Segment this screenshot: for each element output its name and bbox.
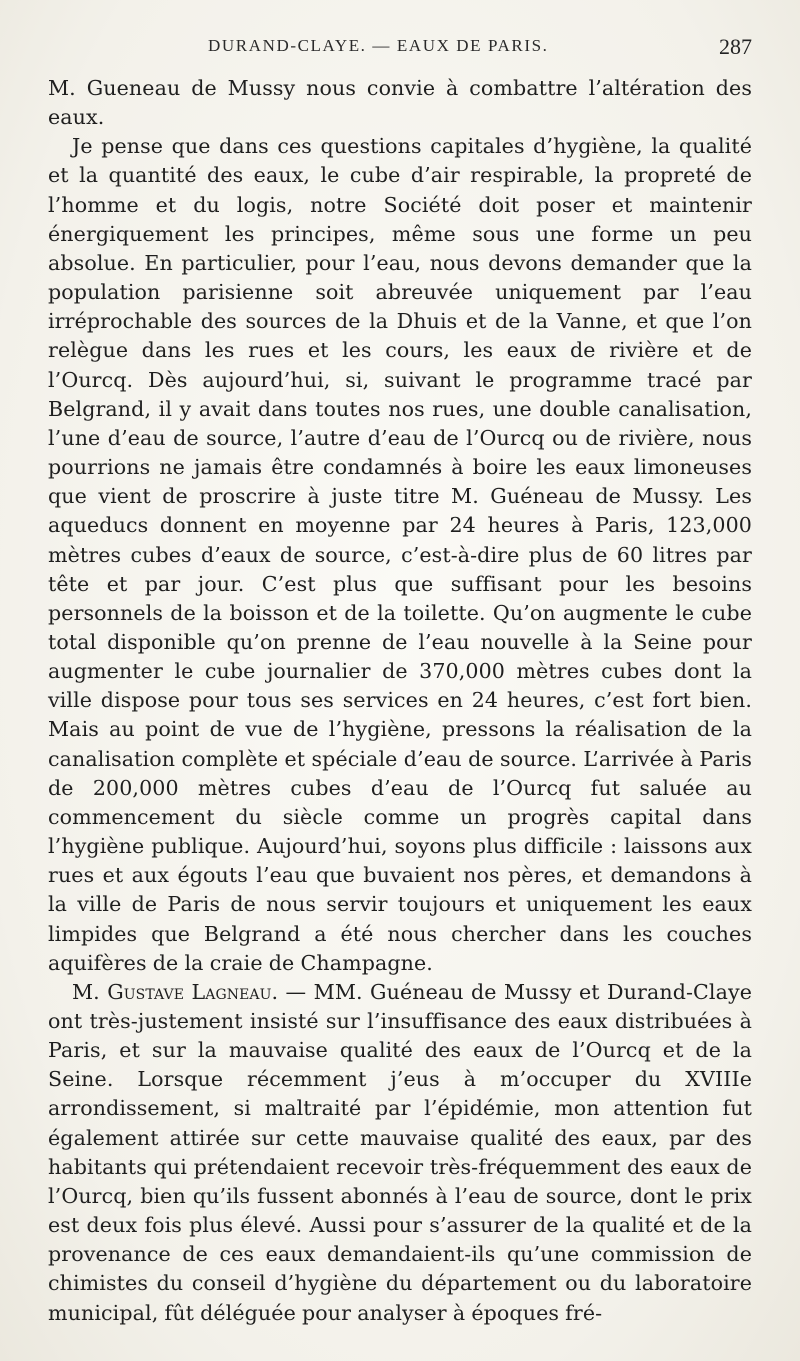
page-header (48, 34, 752, 64)
paragraph-text: — MM. Guéneau de Mussy et Durand-Claye ont très-justement insisté sur l’insuffisance des eaux distribuées à Paris, et sur la mauvaise qualité des eaux de l’Ourcq et de la Seine. Lorsque récemment j’eus à m’occuper du XVIIIe arrondissement, si maltraité par l’épidémie, mon attention fut également attirée sur cette mauvaise qualité des eaux, par des habitants qui prétendaient recevoir très-fréquemment des eaux de l’Ourcq, bien qu’ils fussent abonnés à l’eau de source, dont le prix est deux fois plus élevé. Aussi pour s’assurer de la qualité et de la provenance de ces eaux demandaient-ils qu’une commission de chimistes du conseil d’hygiène du département ou du laboratoire municipal, fût déléguée pour analyser à époques fré- (48, 979, 752, 1325)
speaker-name: M. Gustave Lagneau. (72, 979, 279, 1004)
paragraph (48, 978, 752, 1328)
body-text (48, 74, 752, 1328)
paragraph: Je pense que dans ces questions capitales d’hygiène, la qualité et la quantité des eaux, le cube d’air respirable, la propreté de l’homme et du logis, notre Société doit poser et maintenir énergiquement les principes, même sous une forme un peu absolue. En particulier, pour l’eau, nous devons demander que la population parisienne soit abreuvée uniquement par l’eau irréprochable des sources de la Dhuis et de la Vanne, et que l’on relègue dans les rues et les cours, les eaux de rivière et de l’Ourcq. Dès aujourd’hui, si, suivant le programme tracé par Belgrand, il y avait dans toutes nos rues, une double canalisation, l’une d’eau de source, l’autre d’eau de l’Ourcq ou de rivière, nous pourrions ne jamais être condamnés à boire les eaux limoneuses que vient de proscrire à juste titre M. Guéneau de Mussy. Les aqueducs donnent en moyenne par 24 heures à Paris, 123,000 mètres cubes d’eaux de source, c’est-à-dire plus de 60 litres par tête et par jour. C’est plus que suffisant pour les besoins personnels de la boisson et de la toilette. Qu’on augmente le cube total disponible qu’on prenne de l’eau nouvelle à la Seine pour augmenter le cube journalier de 370,000 mètres cubes dont la ville dispose pour tous ses services en 24 heures, c’est fort bien. Mais au point de vue de l’hygiène, pressons la réalisation de la canalisation complète et spéciale d’eau de source. L’arrivée à Paris de 200,000 mètres cubes d’eau de l’Ourcq fut saluée au commencement du siècle comme un progrès capital dans l’hygiène publique. Aujourd’hui, soyons plus difficile : laissons aux rues et aux égouts l’eau que buvaient nos pères, et demandons à la ville de Paris de nous servir toujours et uniquement les eaux limpides que Belgrand a été nous chercher dans les couches aquifères de la craie de Champagne. (48, 134, 752, 975)
running-head: DURAND-CLAYE. — EAUX DE PARIS. (208, 36, 549, 55)
paragraph: M. Gueneau de Mussy nous convie à combattre l’altération des eaux. (48, 76, 752, 130)
page-number: 287 (719, 34, 752, 59)
